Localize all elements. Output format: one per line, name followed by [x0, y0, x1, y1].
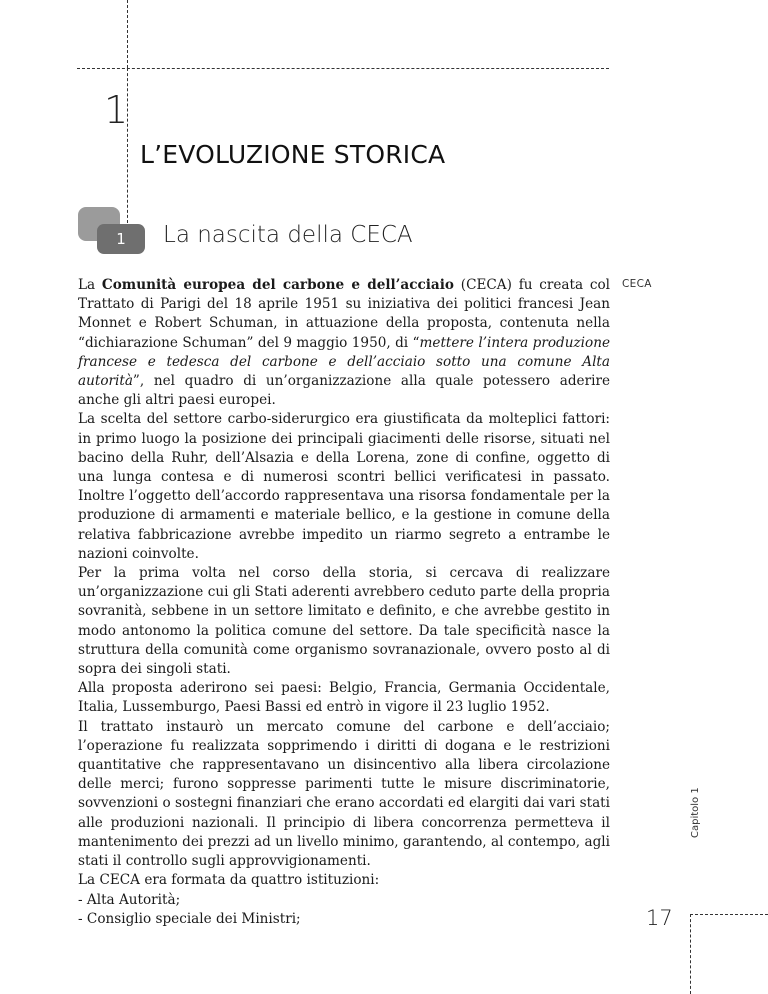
chapter-side-label: Capitolo 1	[690, 787, 701, 838]
paragraph	[78, 891, 610, 910]
margin-note: CECA	[622, 278, 652, 290]
paragraph-text-run: Il trattato instaurò un mercato comune del carbone e dell’acciaio; l’operazione fu realizzata sopprimendo i diritti di dogana e le restrizioni quantitative che rappresentavano un disincentivo alla libera circolazione delle merci; furono soppresse parimenti tutte le misure discriminatorie, sovvenzioni o sostegni finanziari che erano accordati ed elargiti dai vari stati alle produzioni nazionali. Il principio di libera concorrenza permetteva il mantenimento dei prezzi ad un livello minimo, garantendo, al contempo, agli stati il controllo sugli approvvigionamenti.	[78, 718, 610, 870]
body-text	[78, 276, 610, 929]
paragraph	[78, 679, 610, 717]
paragraph-text-run: La CECA era formata da quattro istituzioni:	[78, 872, 380, 889]
page-number: 17	[646, 906, 673, 930]
paragraph	[78, 410, 610, 564]
paragraph	[78, 276, 610, 410]
paragraph	[78, 910, 610, 929]
paragraph-text-run: La	[78, 277, 102, 293]
paragraph-text-run: ”, nel quadro di un’organizzazione alla quale potessero aderire anche gli altri paesi europei.	[78, 373, 610, 409]
chapter-title: L’EVOLUZIONE STORICA	[140, 140, 446, 169]
paragraph-text-run: - Consiglio speciale dei Ministri;	[78, 910, 301, 927]
paragraph-text-run: Per la prima volta nel corso della storia, si cercava di realizzare un’organizzazione cui gli Stati aderenti avrebbero ceduto parte della propria sovranità, sebbene in un settore limitato e definito, e che avrebbe gestito in modo antonomo la politica comune del settore. Da tale specificità nasce la struttura della comunità come organismo sovranazionale, ovvero posto al di sopra dei singoli stati.	[78, 565, 610, 678]
paragraph	[78, 871, 610, 890]
bottom-dashed-guide-vertical	[690, 914, 691, 994]
chapter-number: 1	[104, 88, 129, 132]
paragraph-text-run: La scelta del settore carbo-siderurgico era giustificata da molteplici fattori: in primo luogo la posizione dei principali giacimenti delle risorse, situati nel bacino della Ruhr, dell’Alsazia e della Lorena, zone di confine, oggetto di una lunga contesa e di numerosi scontri bellici verificatesi in passato. Inoltre l’oggetto dell’accordo rappresentava una risorsa fondamentale per la produzione di armamenti e materiale bellico, e la gestione in comune della relativa fabbricazione avrebbe impedito un riarmo segreto a entrambe le nazioni coinvolte.	[78, 411, 610, 562]
paragraph	[78, 718, 610, 872]
paragraph-text-run: Comunità europea del carbone e dell’acciaio	[101, 277, 454, 293]
paragraph	[78, 564, 610, 679]
paragraph-text-run: (CECA) fu creata col Trattato di Parigi del 18 aprile 1951 su iniziativa dei politici francesi Jean Monnet e Robert Schuman, in attuazione della proposta, contenuta nella “dichiarazione Schuman” del 9 maggio 1950, di “	[78, 277, 611, 351]
section-number-badge: 1	[97, 224, 145, 254]
bottom-dashed-guide-horizontal	[690, 914, 768, 915]
paragraph-text-run: mettere l’intera produzione francese e tedesca del carbone e dell’acciaio sotto una comune Alta autorità	[78, 334, 610, 390]
top-dashed-guide-vertical	[127, 0, 128, 68]
section-title: La nascita della CECA	[163, 222, 413, 248]
paragraph-text-run: - Alta Autorità;	[78, 891, 181, 908]
top-dashed-guide-horizontal	[77, 68, 609, 69]
paragraph-text-run: Alla proposta aderirono sei paesi: Belgio, Francia, Germania Occidentale, Italia, Lussemburgo, Paesi Bassi ed entrò in vigore il 23 luglio 1952.	[78, 680, 610, 716]
